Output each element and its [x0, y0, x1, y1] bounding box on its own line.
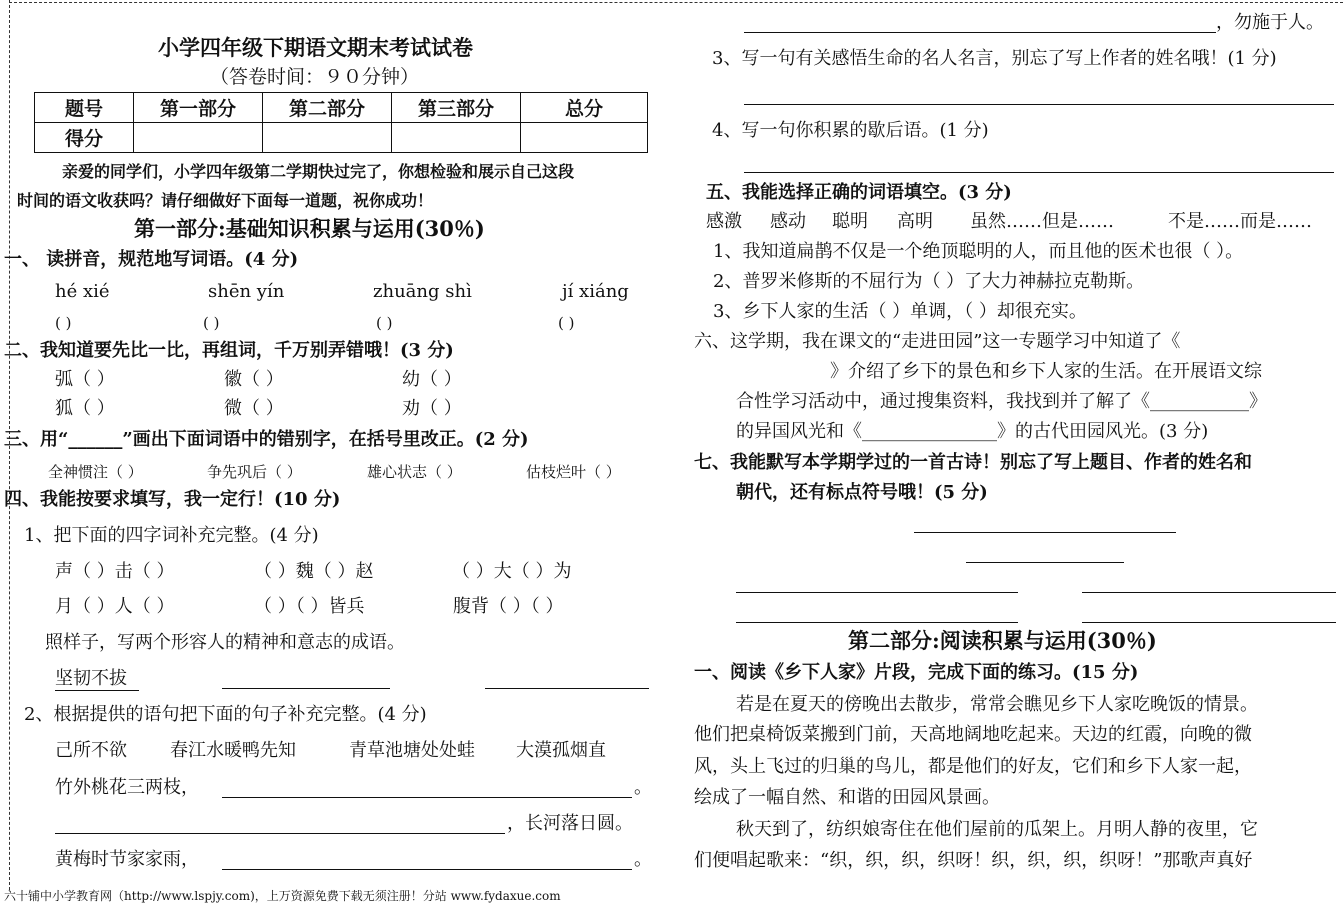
answer-line[interactable] [222, 797, 632, 798]
score-row-label: 得分 [35, 123, 134, 153]
compare-item[interactable]: 微（ ） [224, 398, 284, 419]
part1-title: 第一部分:基础知识积累与运用(30％) [134, 216, 485, 241]
idiom-item[interactable]: 腹背（ ）（ ） [453, 596, 564, 617]
passage-line: 秋天到了，纺织娘寄住在他们屋前的瓜架上。月明人静的夜里，它 [736, 819, 1258, 840]
typo-item[interactable]: 估枝烂叶（ ） [526, 463, 621, 481]
pinyin-item: shēn yín [208, 281, 285, 302]
s6-line-2: 》介绍了乡下的景色和乡下人家的生活。在开展语文综 [830, 361, 1262, 382]
line0-end: ，勿施于人。 [1216, 12, 1324, 33]
passage-line: 绘成了一幅自然、和谐的田园风景画。 [694, 787, 1000, 808]
q4-sub1: 1、把下面的四字词补充完整。(4 分) [24, 525, 319, 546]
score-table [34, 92, 648, 153]
poem-line[interactable] [1082, 622, 1336, 623]
poem-end-3: 。 [634, 849, 652, 870]
s6-line-3: 合性学习活动中，通过搜集资料，我找到并了解了《___________》 [736, 391, 1267, 412]
fill-item[interactable]: 1、我知道扁鹊不仅是一个绝顶聪明的人，而且他的医术也很（ ）。 [713, 241, 1244, 262]
answer-paren[interactable]: ( ) [558, 314, 575, 332]
poem-title-line[interactable] [914, 532, 1176, 533]
pinyin-item: jí xiáng [562, 281, 629, 302]
q4-sub2: 2、根据提供的语句把下面的句子补充完整。(4 分) [24, 704, 427, 725]
q4-title: 四、我能按要求填写，我一定行！(10 分) [4, 489, 341, 510]
s7-line-1: 七、我能默写本学期学过的一首古诗！别忘了写上题目、作者的姓名和 [694, 452, 1252, 473]
reading-title: 一、阅读《乡下人家》片段，完成下面的练习。(15 分) [694, 662, 1139, 683]
top-cut-line [9, 2, 1343, 3]
poem-line[interactable] [736, 622, 1018, 623]
answer-line[interactable] [744, 172, 1334, 173]
sample-underline [55, 690, 139, 691]
exam-time: （答卷时间：９０分钟） [210, 66, 420, 88]
compare-item[interactable]: 幼（ ） [402, 369, 462, 390]
part2-title: 第二部分:阅读积累与运用(30％) [848, 628, 1157, 653]
intro-line-2: 时间的语文收获吗？请仔细做好下面每一道题，祝你成功！ [17, 191, 434, 210]
idiom-item[interactable]: （ ）魏（ ）赵 [254, 561, 374, 582]
sample-idiom: 坚韧不拔 [55, 668, 127, 689]
idiom-item[interactable]: （ ）（ ）皆兵 [254, 596, 365, 617]
score-header: 第二部分 [263, 93, 392, 123]
idiom-item[interactable]: （ ）大（ ）为 [452, 561, 572, 582]
q3-quote: 3、写一句有关感悟生命的名人名言，别忘了写上作者的姓名哦！(1 分) [712, 48, 1277, 69]
passage-line: 他们把桌椅饭菜搬到门前，天高地阔地吃起来。天边的红霞，向晚的微 [694, 724, 1252, 745]
answer-paren[interactable]: ( ) [203, 314, 220, 332]
typo-item[interactable]: 雄心状志（ ） [367, 463, 462, 481]
typo-item[interactable]: 争先巩后（ ） [207, 463, 302, 481]
poem-author-line[interactable] [966, 562, 1124, 563]
s7-line-2: 朝代，还有标点符号哦！(5 分) [736, 482, 988, 503]
poem-option: 青草池塘处处蛙 [349, 740, 475, 761]
word-option: 高明 [897, 211, 933, 232]
score-cell[interactable] [392, 123, 521, 153]
passage-line: 若是在夏天的傍晚出去散步，常常会瞧见乡下人家吃晚饭的情景。 [736, 694, 1258, 715]
poem-line-3: 黄梅时节家家雨， [55, 849, 199, 870]
score-cell[interactable] [521, 123, 648, 153]
score-cell[interactable] [263, 123, 392, 153]
poem-end-2: ，长河落日圆。 [507, 813, 633, 834]
passage-line: 风，头上飞过的归巢的鸟儿，都是他们的好友，它们和乡下人家一起， [694, 756, 1252, 777]
exam-title: 小学四年级下期语文期末考试试卷 [158, 35, 473, 60]
intro-line-1: 亲爱的同学们，小学四年级第二学期快过完了，你想检验和展示自己这段 [62, 162, 575, 181]
word-option: 虽然……但是…… [970, 211, 1114, 232]
passage-line: 们便唱起歌来：“织，织，织，织呀！织，织，织，织呀！”那歌声真好 [694, 850, 1253, 871]
compare-item[interactable]: 狐（ ） [55, 398, 115, 419]
idiom-item[interactable]: 声（ ）击（ ） [55, 561, 175, 582]
compare-item[interactable]: 弧（ ） [55, 369, 115, 390]
compare-item[interactable]: 劝（ ） [402, 398, 462, 419]
poem-option: 己所不欲 [55, 740, 127, 761]
q4-xiehouyu: 4、写一句你积累的歇后语。(1 分) [712, 120, 989, 141]
score-header: 第一部分 [134, 93, 263, 123]
poem-line[interactable] [736, 592, 1018, 593]
q3-title: 三、用“______”画出下面词语中的错别字，在括号里改正。(2 分) [4, 429, 529, 450]
pinyin-item: hé xié [55, 281, 110, 302]
compare-item[interactable]: 徽（ ） [224, 369, 284, 390]
answer-paren[interactable]: ( ) [55, 314, 72, 332]
answer-paren[interactable]: ( ) [376, 314, 393, 332]
s5-title: 五、我能选择正确的词语填空。(3 分) [706, 182, 1012, 203]
answer-line[interactable] [485, 688, 649, 689]
answer-line[interactable] [222, 869, 632, 870]
answer-line[interactable] [744, 32, 1216, 33]
answer-line[interactable] [222, 688, 390, 689]
footer-note: 六十铺中小学教育网（http://www.lspjy.com)，上万资源免费下载无须注册！分站 www.fydaxue.com [4, 889, 561, 903]
word-option: 感动 [770, 211, 806, 232]
word-option: 感激 [706, 211, 742, 232]
idiom-item[interactable]: 月（ ）人（ ） [55, 596, 175, 617]
poem-line[interactable] [1082, 592, 1336, 593]
word-option: 聪明 [832, 211, 868, 232]
score-header: 第三部分 [392, 93, 521, 123]
example-instruction: 照样子，写两个形容人的精神和意志的成语。 [45, 632, 405, 653]
poem-option: 春江水暖鸭先知 [170, 740, 296, 761]
poem-end-1: 。 [634, 777, 652, 798]
poem-option: 大漠孤烟直 [516, 740, 606, 761]
typo-item[interactable]: 全神惯注（ ） [48, 463, 143, 481]
fill-item[interactable]: 2、普罗米修斯的不屈行为（ ）了大力神赫拉克勒斯。 [713, 271, 1145, 292]
answer-line[interactable] [744, 104, 1334, 105]
q1-title: 一、 读拼音，规范地写词语。(4 分) [4, 249, 299, 270]
answer-line[interactable] [55, 833, 505, 834]
s6-line-1: 六、这学期，我在课文的“走进田园”这一专题学习中知道了《 [694, 331, 1181, 352]
poem-line-1: 竹外桃花三两枝， [55, 777, 199, 798]
word-option: 不是……而是…… [1168, 211, 1312, 232]
score-cell[interactable] [134, 123, 263, 153]
score-header: 题号 [35, 93, 134, 123]
score-header: 总分 [521, 93, 648, 123]
pinyin-item: zhuāng shì [373, 281, 472, 302]
fill-item[interactable]: 3、乡下人家的生活（ ）单调，（ ）却很充实。 [713, 301, 1087, 322]
s6-line-4: 的异国风光和《_______________》的古代田园风光。(3 分) [736, 421, 1209, 442]
q2-title: 二、我知道要先比一比，再组词，千万别弄错哦！(3 分) [4, 340, 454, 361]
